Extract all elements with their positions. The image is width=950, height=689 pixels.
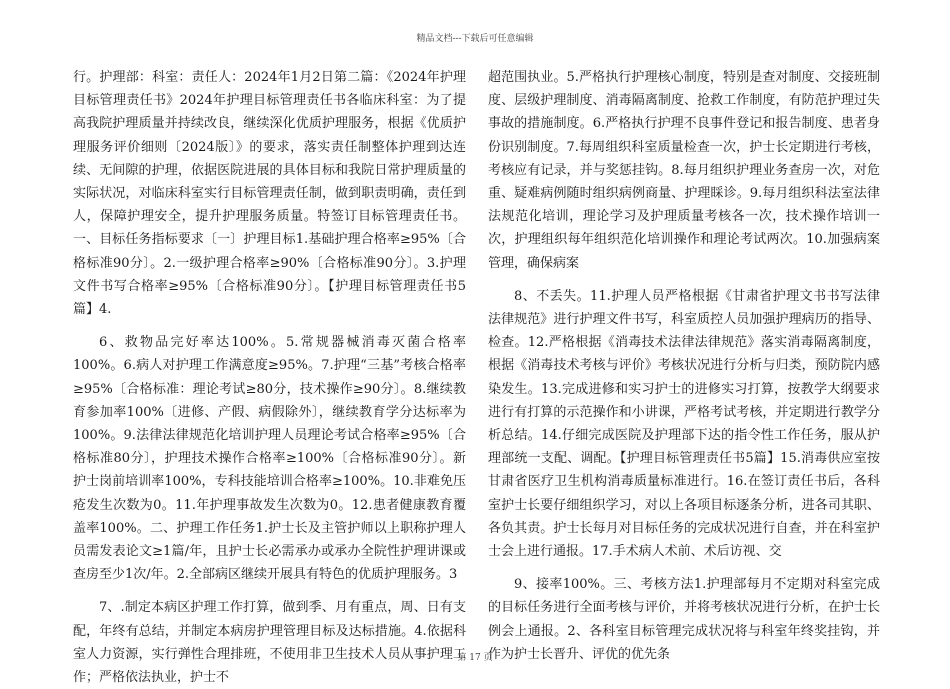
right-column — [488, 66, 880, 666]
paragraph: 7、.制定本病区护理工作打算，做到季、月有重点，周、日有支配，年终有总结，并制定本病房护理管理目标及达标措施。4.依据科室人力资源，实行弹性合理排班，不使用非卫生技术人员从事护理工作；严格依法执业，护士不 — [73, 600, 466, 686]
paragraph: 9、接率100%。三、考核方法1.护理部每月不定期对科室完成的目标任务进行全面考核与评价，并将考核状况进行分析，在护士长例会上通报。2、各科室目标管理完成状况将与科室年终奖挂钩，并作为护士长晋升、评优的优先条 — [488, 577, 880, 662]
paragraph: 8、不丢失。11.护理人员严格根据《甘肃省护理文书书写法律法律规范》进行护理文件书写，科室质控人员加强护理病历的指导、检查。12.严格根据《消毒技术法律法律规范》落实消毒隔离制度，根据《消毒技术考核与评价》考核状况进行分析与归类，预防院内感染发生。13.完成进修和实习护士的进修实习打算，按教学大纲要求进行有打算的示范操作和小讲课，严格考试考核，并定期进行教学分析总结。14.仔细完成医院及护理部下达的指令性工作任务，服从护理部统一支配、调配。【护理目标管理责任书5篇】15.消毒供应室按甘肃省医疗卫生机构消毒质量标准进行。16.在签订责任书后，各科室护士长要仔细组织学习，对以上各项目标逐条分析，进各司其职、各负其责。护士长每月对目标任务的完成状况进行自查，并在科室护士会上进行通报。17.手术病人术前、术后访视、交 — [488, 288, 880, 560]
page-header: 精品文档---下载后可任意编辑 — [416, 34, 534, 44]
left-column — [73, 66, 466, 689]
paragraph: 6、救物品完好率达100%。5.常规器械消毒灭菌合格率100%。6.病人对护理工作满意度≥95%。7.护理“三基”考核合格率≥95%〔合格标准：理论考试≥80分，技术操作≥90分〕。8.继续教育参加率100%〔进修、产假、病假除外〕，继续教育学分达标率为100%。9.法律法律规范化培训护理人员理论考试合格率≥95%〔合格标准80分〕，护理技术操作合格率≥100%〔合格标准90分〕。新护士岗前培训率100%，专科技能培训合格率≥100%。10.非难免压疮发生次数为0。11.年护理事故发生次数为0。12.患者健康教育覆盖率100%。二、护理工作任务1.护士长及主管护师以上职称护理人员需发表论文≥1篇/年，且护士长必需承办或承办全院性护理讲课或查房至少1次/年。2.全部病区继续开展具有特色的优质护理服务。3 — [73, 335, 466, 583]
paragraph: 行。护理部：科室：责任人：2024年1月2日第二篇：《2024年护理目标管理责任书》2024年护理目标管理责任书各临床科室：为了提高我院护理质量并持续改良，继续深化优质护理服务，根据《优质护理服务评价细则〔2024版〕》的要求，落实责任制整体护理到达连续、无间隙的护理，依据医院进展的具体目标和我院日常护理质量的实际状况，对临床科室实行目标管理责任制，做到职责明确，责任到人，保障护理安全，提升护理服务质量。特签订目标管理责任书。一、目标任务指标要求〔一〕护理目标1.基础护理合格率≥95%〔合格标准90分〕。2.一级护理合格率≥90%〔合格标准90分〕。3.护理文件书写合格率≥95%〔合格标准90分〕。【护理目标管理责任书5篇】4. — [73, 70, 466, 318]
page-number: 第 17 页 — [457, 653, 493, 663]
paragraph: 超范围执业。5.严格执行护理核心制度，特别是查对制度、交接班制度、层级护理制度、消毒隔离制度、抢救工作制度，有防范护理过失事故的措施制度。6.严格执行护理不良事件登记和报告制度、患者身份识别制度。7.每周组织科室质量检查一次，护士长定期进行考核，考核应有记录，并与奖惩挂钩。8.每月组织护理业务查房一次，对危重、疑难病例随时组织病例商量、护理睬诊。9.每月组织科法室法律法规范化培训，理论学习及护理质量考核各一次，技术操作培训一次，护理组织每年组织范化培训操作和理论考试两次。10.加强病案管理，确保病案 — [488, 70, 880, 271]
